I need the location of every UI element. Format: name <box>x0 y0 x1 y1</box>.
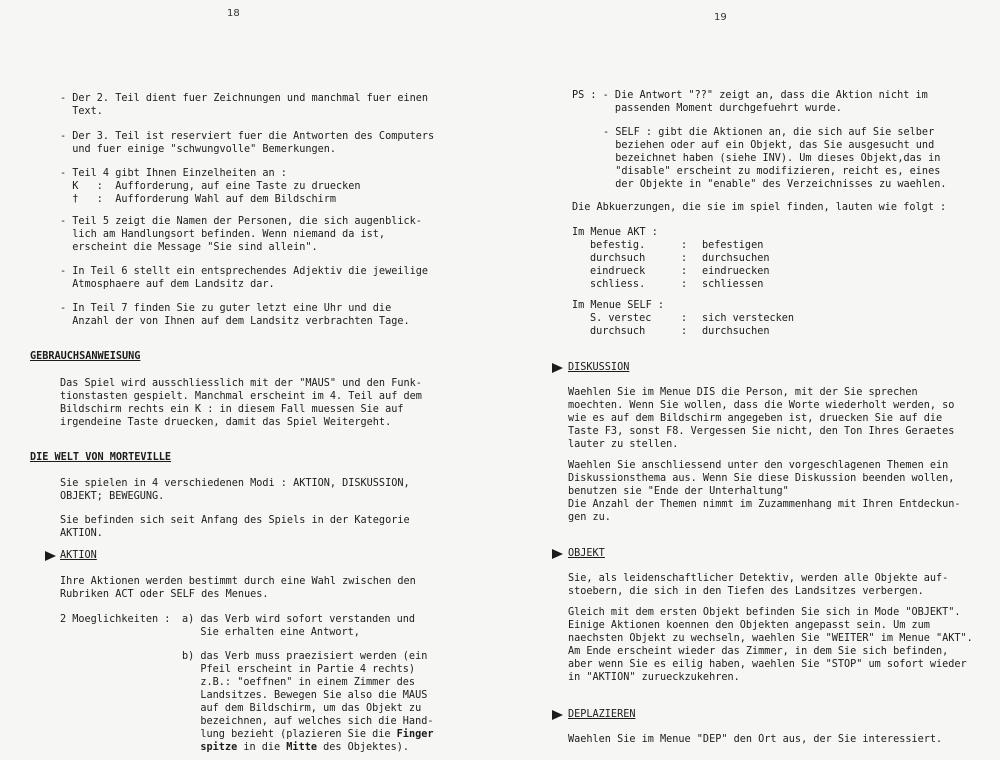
abbrev-colon: : <box>681 240 688 251</box>
item-teil-3: - Der 3. Teil ist reserviert fuer die Antworten des Computers und fuer einige "schwungvolle" Bemerkungen. <box>60 131 435 155</box>
heading-diskussion: DISKUSSION <box>568 362 630 373</box>
abbrev-term: durchsuch <box>590 326 646 337</box>
heading-welt-von-morteville: DIE WELT VON MORTEVILLE <box>30 452 172 463</box>
right-page <box>500 0 1000 760</box>
objekt-paragraph-2: Gleich mit dem ersten Objekt befinden Sie sich in Mode "OBJEKT". Einige Aktionen koennen den Objekten angepasst sein. Um zum naechsten Objekt zu wechseln, waehlen Sie "WEITER" im Menue "AKT". Am Ende erscheint wieder das Zimmer, in dem Sie sich befinden, aber wenn Sie es eilig haben, waehlen Sie "STOP" um sofort wieder in "AKTION" zurueckzukehren. <box>568 607 973 683</box>
page-number-right: 19 <box>714 12 727 23</box>
option-a: a) das Verb wird sofort verstanden und Sie erhalten eine Antwort, <box>182 614 416 638</box>
diskussion-paragraph-2: Waehlen Sie anschliessend unter den vorgeschlagenen Themen ein Diskussionsthema aus. Wenn Sie diese Diskussion beenden wollen, benutzen sie "Ende der Unterhaltung" Die Anzahl der Themen nimmt im Zuzammenhang mit Ihren Entdeckun- gen zu. <box>568 460 961 523</box>
page-number-left: 18 <box>227 8 240 19</box>
abbrev-colon: : <box>681 279 688 290</box>
heading-aktion: AKTION <box>60 550 97 561</box>
aktion-paragraph: Ihre Aktionen werden bestimmt durch eine Wahl zwischen den Rubriken ACT oder SELF des Menues. <box>60 576 416 600</box>
abbrev-meaning: befestigen <box>702 240 764 251</box>
section-arrow-icon <box>552 710 563 720</box>
menu-akt-title: Im Menue AKT : <box>572 227 658 238</box>
item-teil-6: - In Teil 6 stellt ein entsprechendes Adjektiv die jeweilige Atmosphaere auf dem Landsitz dar. <box>60 266 429 290</box>
abbrev-colon: : <box>681 313 688 324</box>
abbrev-meaning: eindruecken <box>702 266 770 277</box>
abbrev-term: schliess. <box>590 279 646 290</box>
item-teil-7: - In Teil 7 finden Sie zu guter letzt eine Uhr und die Anzahl der von Ihnen auf dem Landsitz verbrachten Tage. <box>60 303 410 327</box>
abbrev-term: durchsuch <box>590 253 646 264</box>
abbrev-meaning: sich verstecken <box>702 313 795 324</box>
item-teil-2: - Der 2. Teil dient fuer Zeichnungen und manchmal fuer einen Text. <box>60 93 429 117</box>
menu-self-title: Im Menue SELF : <box>572 300 665 311</box>
item-teil-4: - Teil 4 gibt Ihnen Einzelheiten an : K : Aufforderung, auf eine Taste zu druecken † : Aufforderung Wahl auf dem Bildschirm <box>60 168 361 205</box>
abbrev-term: befestig. <box>590 240 646 251</box>
abbrev-meaning: durchsuchen <box>702 253 770 264</box>
abbrev-colon: : <box>681 326 688 337</box>
objekt-paragraph-1: Sie, als leidenschaftlicher Detektiv, werden alle Objekte auf- stoebern, die sich in den Tiefen des Landsitzes verbergen. <box>568 573 949 597</box>
abbrev-meaning: durchsuchen <box>702 326 770 337</box>
abbrev-colon: : <box>681 253 688 264</box>
diskussion-paragraph-1: Waehlen Sie im Menue DIS die Person, mit der Sie sprechen moechten. Wenn Sie wollen, dass die Worte wiederholt werden, so wie es auf dem Bildschirm angegeben ist, druecken Sie auf die Taste F3, sonst F8. Vergessen Sie nicht, den Ton Ihres Geraetes lauter zu stellen. <box>568 387 955 450</box>
heading-objekt: OBJEKT <box>568 548 605 559</box>
option-b: b) das Verb muss praezisiert werden (ein Pfeil erscheint in Partie 4 rechts) z.B.: "oeffnen" in einem Zimmer des Landsitzes. Bewegen Sie also die MAUS auf dem Bildschirm, um das Objekt zu bezeichnen, auf welches sich die Hand- lung bezieht (plazieren Sie die Finger spitze in die Mitte des Objektes). <box>182 651 434 753</box>
abkuerzungen-intro: Die Abkuerzungen, die sie im spiel finden, lauten wie folgt : <box>572 202 947 213</box>
welt-paragraph-1: Sie spielen in 4 verschiedenen Modi : AKTION, DISKUSSION, OBJEKT; BEWEGUNG. <box>60 478 410 502</box>
self-paragraph: - SELF : gibt die Aktionen an, die sich auf Sie selber beziehen oder auf ein Objekt, das Sie ausgesucht und bezeichnet haben (siehe INV). Um dieses Objekt,das in "disable" erscheint zu modifizieren, reicht es, eines der Objekte in "enable" des Verzeichnisses zu waehlen. <box>603 127 947 190</box>
section-arrow-icon <box>45 551 56 561</box>
ps-paragraph: PS : - Die Antwort "??" zeigt an, dass die Aktion nicht im passenden Moment durchgefuehrt wurde. <box>572 90 928 114</box>
gebrauch-paragraph: Das Spiel wird ausschliesslich mit der "MAUS" und den Funk- tionstasten gespielt. Manchmal erscheint im 4. Teil auf dem Bildschirm rechts ein K : in diesem Fall muessen Sie auf irgendeine Taste druecken, damit das Spiel Weitergeht. <box>60 378 422 428</box>
abbrev-term: eindrueck <box>590 266 646 277</box>
abbrev-term: S. verstec <box>590 313 652 324</box>
section-arrow-icon <box>552 363 563 373</box>
heading-gebrauchsanweisung: GEBRAUCHSANWEISUNG <box>30 351 141 362</box>
heading-deplazieren: DEPLAZIEREN <box>568 709 636 720</box>
item-teil-5: - Teil 5 zeigt die Namen der Personen, die sich augenblick- lich am Handlungsort befinden. Wenn niemand da ist, erscheint die Message "Sie sind allein". <box>60 216 422 253</box>
section-arrow-icon <box>552 549 563 559</box>
moeglichkeiten-label: 2 Moeglichkeiten : <box>60 614 171 625</box>
deplazieren-paragraph: Waehlen Sie im Menue "DEP" den Ort aus, der Sie interessiert. <box>568 734 943 745</box>
abbrev-colon: : <box>681 266 688 277</box>
abbrev-meaning: schliessen <box>702 279 764 290</box>
welt-paragraph-2: Sie befinden sich seit Anfang des Spiels in der Kategorie AKTION. <box>60 515 410 539</box>
